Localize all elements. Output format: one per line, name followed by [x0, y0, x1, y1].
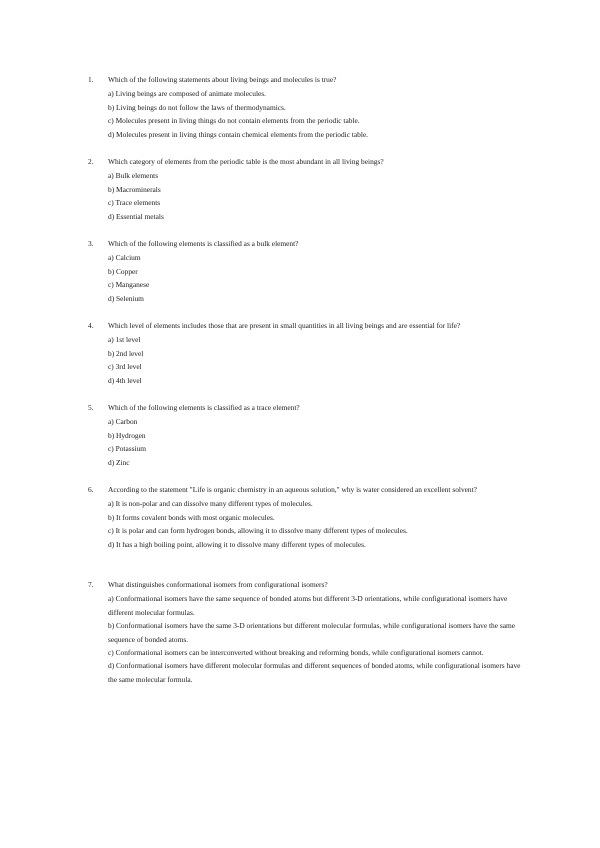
question-number: 1. [88, 75, 94, 84]
option-a: a) Carbon [108, 417, 138, 427]
question-number: 5. [88, 403, 94, 412]
question-6 [88, 483, 528, 551]
question-number: 6. [88, 485, 94, 494]
option-list [108, 497, 528, 551]
option-a: a) Calcium [108, 253, 141, 263]
question-7 [88, 578, 528, 686]
option-d: d) It has a high boiling point, allowing it to dissolve many different types of molecules. [108, 539, 366, 549]
option-c: c) 3rd level [108, 362, 142, 372]
option-list [108, 333, 528, 387]
option-list [108, 415, 528, 469]
option-c: c) It is polar and can form hydrogen bonds, allowing it to dissolve many different types of molecules. [108, 526, 408, 536]
option-d: d) Conformational isomers have different molecular formulas and different sequences of bonded atoms, while configurational isomers have the same molecular formula. [108, 661, 521, 684]
question-number: 2. [88, 157, 94, 166]
option-b: b) Conformational isomers have the same 3-D orientations but different molecular formulas, while configurational isomers have the same sequence of bonded atoms. [108, 621, 516, 644]
option-list [108, 592, 528, 686]
option-b: b) Copper [108, 266, 138, 276]
option-list [108, 169, 528, 223]
option-c: c) Conformational isomers can be interconverted without breaking and reforming bonds, while configurational isomers cannot. [108, 648, 484, 658]
option-d: d) 4th level [108, 375, 142, 385]
option-b: b) Living beings do not follow the laws of thermodynamics. [108, 102, 286, 112]
option-b: b) Macrominerals [108, 184, 161, 194]
option-list [108, 251, 528, 305]
option-a: a) It is non-polar and can dissolve many different types of molecules. [108, 499, 313, 509]
question-3 [88, 237, 528, 305]
option-list [108, 87, 528, 141]
option-a: a) 1st level [108, 335, 141, 345]
question-5 [88, 401, 528, 469]
option-c: c) Potassium [108, 444, 146, 454]
question-text: Which category of elements from the periodic table is the most abundant in all living beings? [108, 157, 384, 166]
question-2 [88, 155, 528, 223]
option-a: a) Conformational isomers have the same sequence of bonded atoms but different 3-D orientations, while configurational isomers have different molecular formulas. [108, 594, 508, 617]
question-text: Which of the following statements about living beings and molecules is true? [108, 75, 337, 84]
option-c: c) Trace elements [108, 198, 161, 208]
option-a: a) Bulk elements [108, 171, 159, 181]
question-text: Which level of elements includes those that are present in small quantities in all living beings and are essential for life? [108, 321, 461, 330]
question-text: Which of the following elements is classified as a trace element? [108, 403, 300, 412]
option-a: a) Living beings are composed of animate molecules. [108, 89, 267, 99]
option-d: d) Molecules present in living things contain chemical elements from the periodic table. [108, 129, 369, 139]
option-b: b) It forms covalent bonds with most organic molecules. [108, 512, 275, 522]
option-c: c) Molecules present in living things do not contain elements from the periodic table. [108, 116, 360, 126]
option-d: d) Essential metals [108, 211, 164, 221]
question-text: According to the statement "Life is organic chemistry in an aqueous solution," why is water considered an excellent solvent? [108, 485, 477, 494]
option-d: d) Selenium [108, 293, 144, 303]
question-1 [88, 73, 528, 141]
option-d: d) Zinc [108, 457, 130, 467]
question-number: 4. [88, 321, 94, 330]
question-4 [88, 319, 528, 387]
question-text: Which of the following elements is classified as a bulk element? [108, 239, 299, 248]
option-b: b) 2nd level [108, 348, 144, 358]
option-b: b) Hydrogen [108, 430, 146, 440]
question-text: What distinguishes conformational isomers from configurational isomers? [108, 580, 328, 589]
option-c: c) Manganese [108, 280, 150, 290]
question-number: 7. [88, 580, 94, 589]
question-number: 3. [88, 239, 94, 248]
